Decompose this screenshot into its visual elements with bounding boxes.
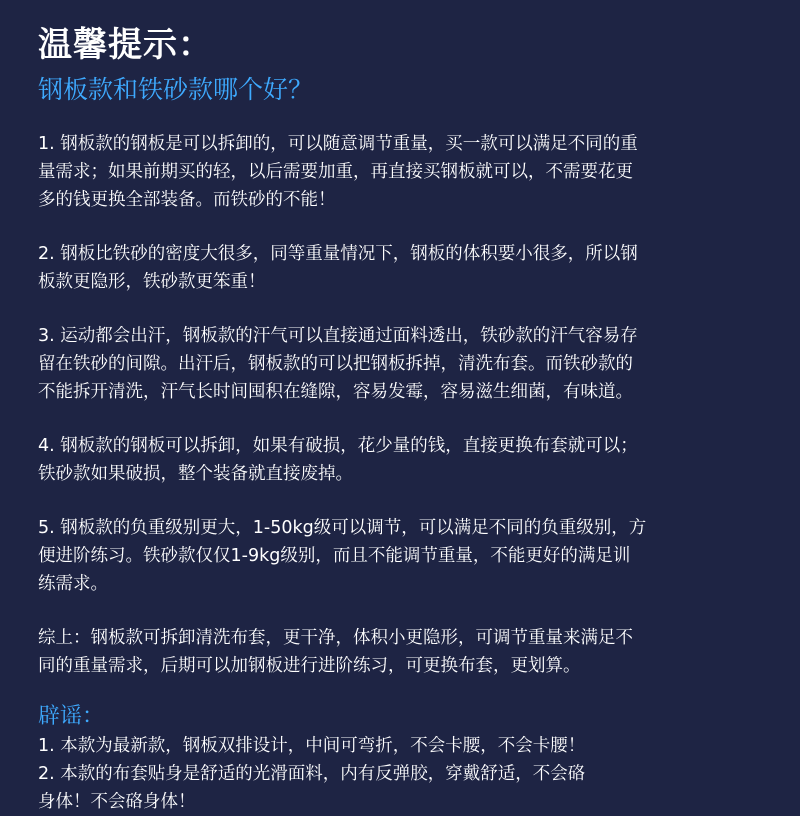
- point-5: 5. 钢板款的负重级别更大，1-50kg级可以调节，可以满足不同的负重级别，方 便进阶练习。铁砂款仅仅1-9kg级别，而且不能调节重量，不能更好的满足训 练需求。: [38, 518, 647, 594]
- notice-title: 温馨提示：: [38, 25, 213, 65]
- myths-heading: 辟谣：: [38, 704, 105, 729]
- point-4: 4. 钢板款的钢板可以拆卸，如果有破损，花少量的钱，直接更换布套就可以； 铁砂款如果破损，整个装备就直接废掉。: [38, 436, 638, 484]
- point-1: 1. 钢板款的钢板是可以拆卸的，可以随意调节重量，买一款可以满足不同的重 量需求；如果前期买的轻，以后需要加重，再直接买钢板就可以，不需要花更 多的钱更换全部装备。而铁砂的不能！: [38, 134, 638, 210]
- myths-list: [38, 732, 782, 816]
- notice-subtitle: 钢板款和铁砂款哪个好？: [38, 75, 314, 104]
- myth-item-2: 2. 本款的布套贴身是舒适的光滑面料，内有反弹胶，穿戴舒适，不会硌 身体！不会硌身体！: [38, 764, 586, 812]
- myth-item-1: 1. 本款为最新款，钢板双排设计，中间可弯折，不会卡腰，不会卡腰！: [38, 736, 586, 756]
- summary: 综上：钢板款可拆卸清洗布套，更干净，体积小更隐形，可调节重量来满足不 同的重量需求，后期可以加钢板进行进阶练习，可更换布套，更划算。: [38, 628, 633, 676]
- point-3: 3. 运动都会出汗，钢板款的汗气可以直接通过面料透出，铁砂款的汗气容易存 留在铁砂的间隙。出汗后，钢板款的可以把钢板拆掉，清洗布套。而铁砂款的 不能拆开清洗，汗气长时间囤积在缝隙，容易发霉，容易滋生细菌，有味道。: [38, 326, 638, 402]
- point-2: 2. 钢板比铁砂的密度大很多，同等重量情况下，钢板的体积要小很多，所以钢 板款更隐形，铁砂款更笨重！: [38, 244, 638, 292]
